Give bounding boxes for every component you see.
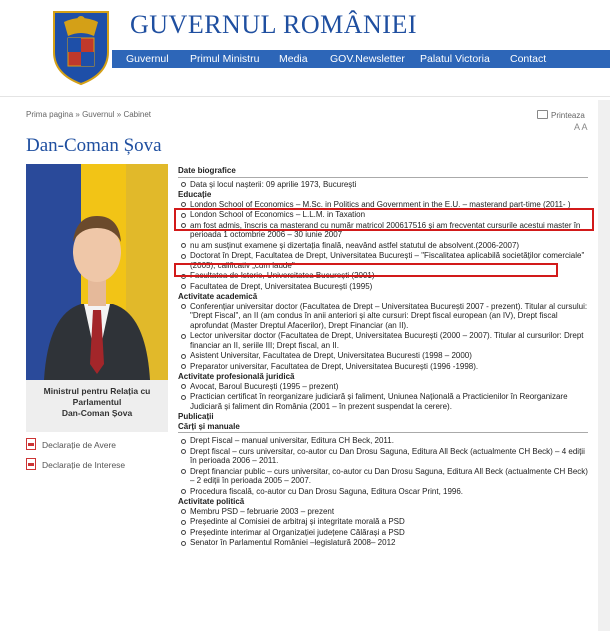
header-divider [0, 96, 610, 97]
list-item: Lector universitar doctor (Facultatea de Drept, Universitatea București (2000 – 2007). Titular al cursurilor: Drept financiar an II, seriile III; Drept fiscal, an II. [190, 331, 588, 350]
declaratie-interese-link[interactable] [26, 458, 125, 470]
breadcrumb-separator: » [116, 110, 122, 119]
profile-card [26, 164, 168, 432]
section-educatie: Educație [178, 190, 212, 199]
list-item: Conferențiar universitar doctor (Facultatea de Drept – Universitatea București 2007 - prezent). Titular al cursului: "Drept Fiscal", an II (am condus în anii anteriori și alte cursuri: Drept fiscal european (an IV), Drept fiscal aprofundat (Master Dreptul Afacerilor), Drept Financiar (an II). [190, 301, 588, 330]
declaratie-interese-label: Declarație de Interese [42, 460, 126, 470]
list-item: Drept fiscal – curs universitar, co-autor cu Dan Drosu Saguna, Editura All Beck (actualmente CH Beck) – 4 ediții în perioada 2006 – 2011. [190, 447, 588, 466]
list-item: Procedura fiscală, co-autor cu Dan Drosu Saguna, Editura Oscar Print, 1996. [190, 487, 588, 497]
nav-guvernul[interactable]: Guvernul [126, 53, 169, 65]
section-publicatii: Publicații [178, 412, 214, 421]
section-date-biografice: Date biografice [178, 166, 588, 178]
caption-role: Ministrul pentru Relația cu Parlamentul [43, 386, 151, 407]
list-item: Drept Fiscal – manual universitar, Editura CH Beck, 2011. [190, 436, 588, 446]
nav-contact[interactable]: Contact [510, 53, 547, 65]
declaratie-avere-label: Declarație de Avere [42, 440, 117, 450]
print-label: Printeaza [551, 111, 585, 120]
coat-of-arms-icon[interactable] [50, 8, 112, 86]
academic-list [178, 302, 588, 372]
portrait-photo [26, 164, 168, 380]
nav-gov-newsletter[interactable]: GOV.Newsletter [330, 53, 405, 65]
list-item: Președinte al Comisiei de arbitraj și integritate morală a PSD [190, 517, 588, 527]
font-size-toggle[interactable]: A A [574, 122, 588, 132]
nav-primul-ministru[interactable]: Primul Ministru [190, 53, 260, 65]
site-header [0, 0, 610, 100]
list-item: am fost admis, înscris ca masterand cu număr matricol 200617516 și am frecventat cursurile acestui master în perioada 1 octombrie 2006 – 30 iunie 2007 [190, 221, 588, 240]
list-item: Senator în Parlamentul României –legislatură 2008– 2012 [190, 538, 588, 548]
pdf-icon [26, 458, 36, 470]
profile-caption [26, 386, 168, 419]
list-item: Doctorat în Drept, Facultatea de Drept, Universitatea București – "Fiscalitatea aplicabilă societăților comerciale" (2005), calificativ „cum laude" [190, 251, 588, 270]
list-item: Asistent Universitar, Facultatea de Drept, Universitatea Bucuresti (1998 – 2000) [190, 351, 588, 361]
breadcrumb-home[interactable]: Prima pagina [26, 110, 74, 119]
list-item: Practician certificat în reorganizare judiciară și faliment, Uniunea Națională a Practicienilor în Reorganizare Judiciară și faliment din România (2001 – în prezent suspendat la cerere). [190, 392, 588, 411]
site-title[interactable]: GUVERNUL ROMÂNIEI [130, 10, 418, 39]
list-item: London School of Economics – L.L.M. in Taxation [190, 210, 588, 220]
political-list [178, 507, 588, 548]
list-item: Preparator universitar, Facultatea de Drept, Universitatea București (1996 -1998). [190, 362, 588, 372]
breadcrumb-guvernul[interactable]: Guvernul [82, 110, 115, 119]
breadcrumb [26, 110, 151, 119]
section-activitate-juridica: Activitate profesională juridică [178, 372, 295, 381]
pdf-icon [26, 438, 36, 450]
books-list [178, 436, 588, 496]
nav-media[interactable]: Media [279, 53, 308, 65]
legal-list [178, 382, 588, 412]
caption-name: Dan-Coman Șova [61, 408, 133, 418]
section-carti-manuale: Cărți și manuale [178, 422, 588, 434]
list-item: Președinte interimar al Organizației județene Călărași a PSD [190, 528, 588, 538]
birth-list [178, 180, 588, 190]
section-activitate-academica: Activitate academică [178, 292, 258, 301]
declaratie-avere-link[interactable] [26, 438, 116, 450]
highlight-box-not-graduated [174, 263, 558, 277]
list-item: Facultatea de Istorie, Universitatea București (2001) [190, 271, 588, 281]
list-item: nu am susținut examene și dizertația finală, neavând astfel statutul de absolvent.(2006-2007) [190, 241, 588, 251]
breadcrumb-cabinet: Cabinet [123, 110, 152, 119]
list-item: London School of Economics – M.Sc. in Politics and Government in the E.U. – masterand part-time (2011- ) [190, 200, 588, 210]
nav-palatul-victoria[interactable]: Palatul Victoria [420, 53, 490, 65]
page-title: Dan-Coman Șova [26, 135, 162, 156]
list-item: Drept financiar public – curs universitar, co-autor cu Dan Drosu Saguna, Editura All Beck (actualmente CH Beck) – 2 ediții în perioada 2005 – 2007. [190, 466, 588, 485]
list-item: Membru PSD – februarie 2003 – prezent [190, 507, 588, 517]
print-link[interactable] [537, 110, 585, 120]
list-item: Facultatea de Drept, Universitatea București (1995) [190, 282, 588, 292]
printer-icon [537, 110, 548, 119]
list-item: Avocat, Baroul București (1995 – prezent) [190, 382, 588, 392]
breadcrumb-separator: » [75, 110, 80, 119]
page-scroll-strip [598, 100, 610, 631]
highlight-box-lse-msc [174, 208, 594, 231]
list-item: Data și locul nașterii: 09 aprilie 1973, București [190, 180, 588, 190]
section-activitate-politica: Activitate politică [178, 497, 245, 506]
main-nav [112, 50, 610, 68]
